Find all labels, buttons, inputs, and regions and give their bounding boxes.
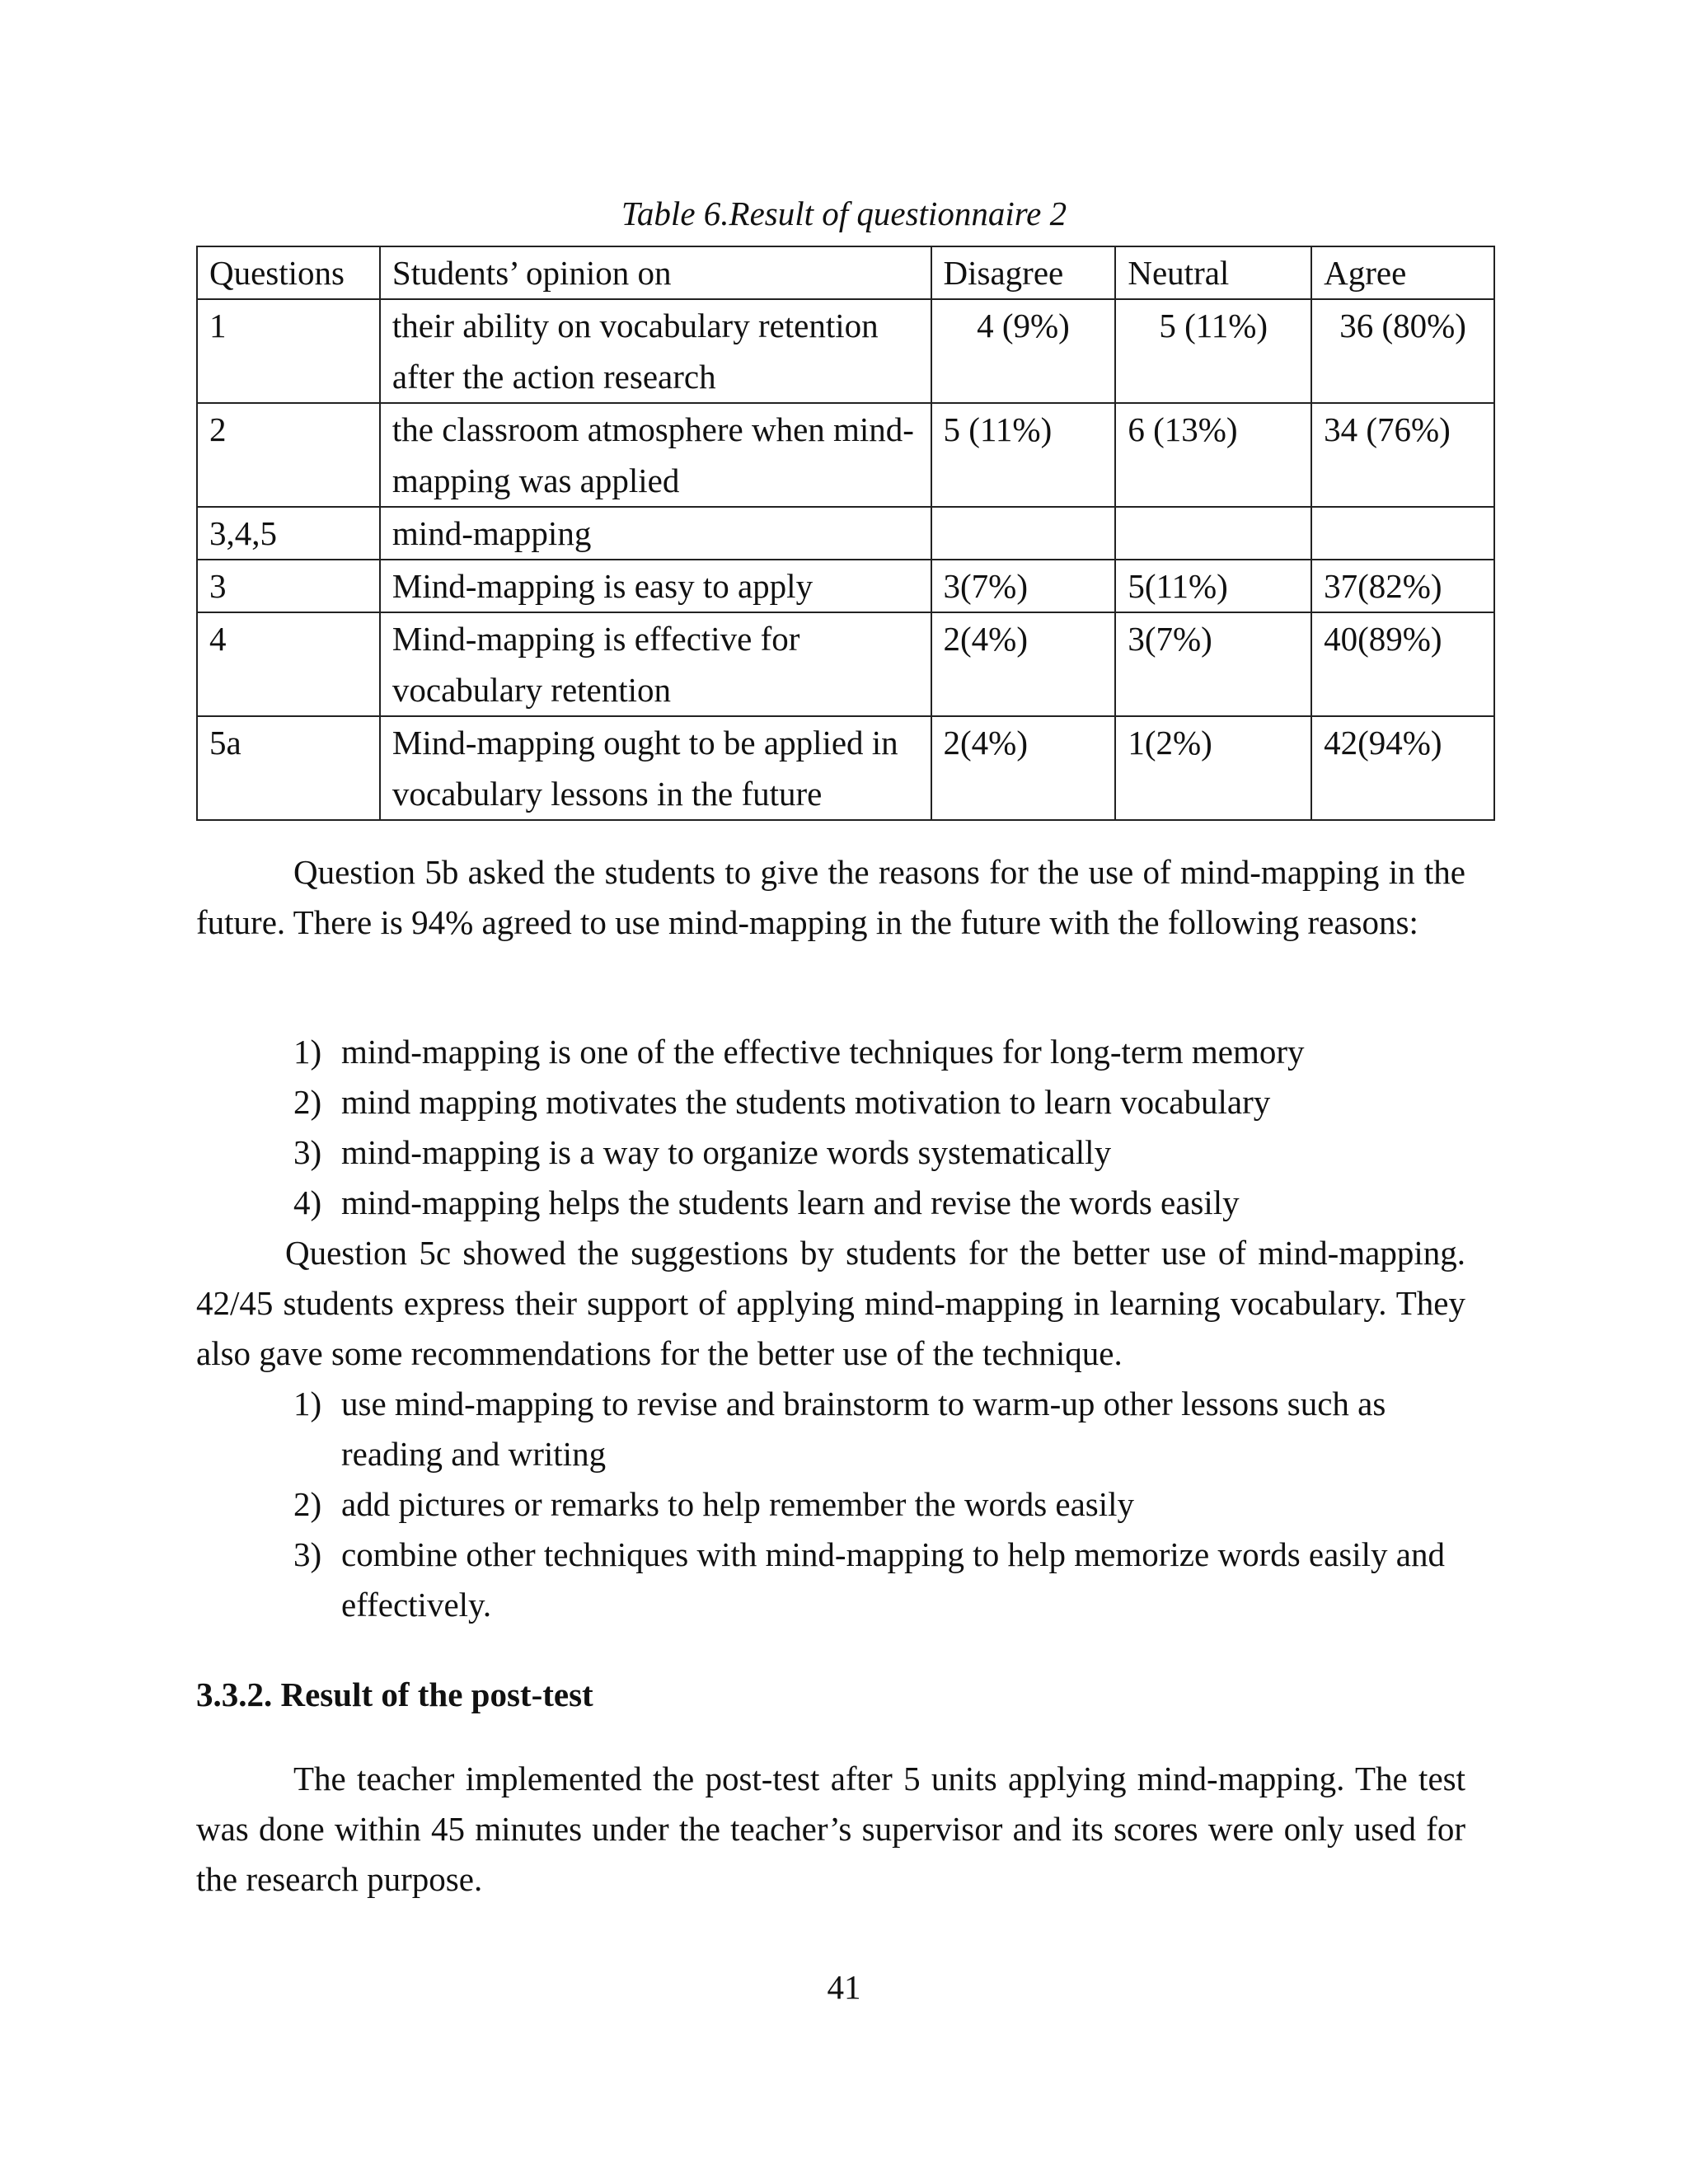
reasons-list [196,1027,1465,1228]
cell-disagree: 3(7%) [931,560,1116,612]
cell-agree: 42(94%) [1311,716,1494,820]
list-text: mind-mapping is a way to organize words systematically [341,1133,1112,1171]
cell-disagree: 5 (11%) [931,403,1116,507]
table-caption: Table 6.Result of questionnaire 2 [621,194,1067,232]
cell-neutral: 5(11%) [1115,560,1311,612]
header-agree: Agree [1311,246,1494,299]
cell-neutral: 1(2%) [1115,716,1311,820]
list-number: 1) [293,1033,322,1071]
header-neutral: Neutral [1115,246,1311,299]
header-disagree: Disagree [931,246,1116,299]
cell-agree: 34 (76%) [1311,403,1494,507]
list-number: 1) [293,1385,322,1422]
cell-opinion: Mind-mapping ought to be applied in vocabulary lessons in the future [380,716,931,820]
recommendations-list [196,1379,1465,1630]
list-item [196,1077,1465,1127]
table-row [197,716,1494,820]
list-text: combine other techniques with mind-mapping to help memorize words easily and effectively. [341,1535,1446,1624]
cell-opinion: their ability on vocabulary retention after the action research [380,299,931,403]
table-row [197,403,1494,507]
cell-agree: 36 (80%) [1311,299,1494,403]
header-opinion: Students’ opinion on [380,246,931,299]
cell-neutral: 6 (13%) [1115,403,1311,507]
paragraph-question-5c: Question 5c showed the suggestions by students for the better use of mind-mapping. 42/45 students express their support of applying mind-mapping in learning vocabulary. They also gave some recommendations for the better use of the technique. [196,1234,1465,1372]
list-item [196,1127,1465,1178]
list-number: 2) [293,1083,322,1121]
cell-neutral: 5 (11%) [1115,299,1311,403]
paragraph-post-test: The teacher implemented the post-test after 5 units applying mind-mapping. The test was done within 45 minutes under the teacher’s supervisor and its scores were only used for the research purpose. [196,1760,1465,1898]
list-text: mind-mapping is one of the effective techniques for long-term memory [341,1033,1305,1071]
list-text: use mind-mapping to revise and brainstorm to warm-up other lessons such as reading and writing [341,1385,1386,1473]
cell-disagree: 2(4%) [931,612,1116,716]
cell-opinion: the classroom atmosphere when mind-mapping was applied [380,403,931,507]
page-number: 41 [827,1968,861,2006]
list-text: mind-mapping helps the students learn and revise the words easily [341,1183,1240,1221]
cell-disagree [931,507,1116,560]
cell-question: 5a [197,716,380,820]
cell-question: 3 [197,560,380,612]
list-item [196,1178,1465,1228]
list-item [196,1479,1465,1530]
cell-disagree: 4 (9%) [931,299,1116,403]
cell-agree [1311,507,1494,560]
list-number: 4) [293,1183,322,1221]
cell-question: 3,4,5 [197,507,380,560]
list-number: 2) [293,1485,322,1523]
list-text: add pictures or remarks to help remember the words easily [341,1485,1135,1523]
table-header-row [197,246,1494,299]
cell-opinion: mind-mapping [380,507,931,560]
cell-disagree: 2(4%) [931,716,1116,820]
list-item [196,1379,1465,1479]
table-row [197,507,1494,560]
section-heading: 3.3.2. Result of the post-test [196,1675,593,1713]
list-number: 3) [293,1535,322,1573]
cell-opinion: Mind-mapping is easy to apply [380,560,931,612]
table-row [197,560,1494,612]
cell-agree: 40(89%) [1311,612,1494,716]
list-text: mind mapping motivates the students motivation to learn vocabulary [341,1083,1271,1121]
cell-question: 1 [197,299,380,403]
results-table [196,246,1495,821]
list-number: 3) [293,1133,322,1171]
cell-opinion: Mind-mapping is effective for vocabulary retention [380,612,931,716]
table-row [197,612,1494,716]
cell-agree: 37(82%) [1311,560,1494,612]
cell-question: 4 [197,612,380,716]
list-item [196,1530,1465,1630]
header-questions: Questions [197,246,380,299]
cell-neutral [1115,507,1311,560]
table-row [197,299,1494,403]
paragraph-question-5b: Question 5b asked the students to give the reasons for the use of mind-mapping in the future. There is 94% agreed to use mind-mapping in the future with the following reasons: [196,853,1465,941]
list-item [196,1027,1465,1077]
cell-neutral: 3(7%) [1115,612,1311,716]
cell-question: 2 [197,403,380,507]
